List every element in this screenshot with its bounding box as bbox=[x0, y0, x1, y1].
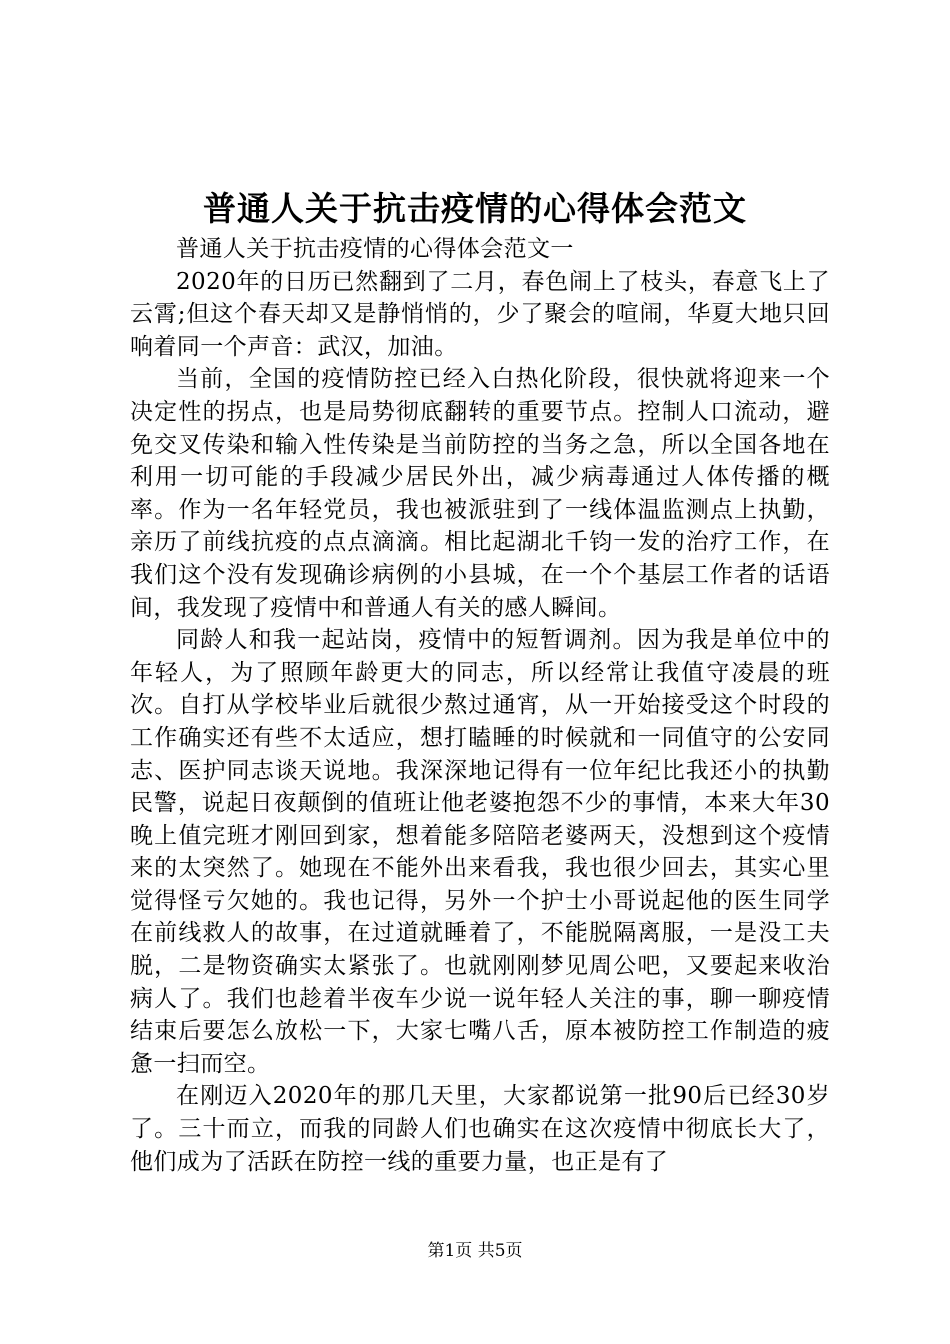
page-number-footer: 第1页 共5页 bbox=[427, 1241, 523, 1261]
document-title: 普通人关于抗击疫情的心得体会范文 bbox=[203, 189, 747, 228]
document-body bbox=[130, 233, 830, 1178]
paragraph: 当前，全国的疫情防控已经入白热化阶段，很快就将迎来一个决定性的拐点，也是局势彻底翻转的重要节点。控制人口流动，避免交叉传染和输入性传染是当前防控的当务之急，所以全国各地在利用一切可能的手段减少居民外出，减少病毒通过人体传播的概率。作为一名年轻党员，我也被派驻到了一线体温监测点上执勤，亲历了前线抗疫的点点滴滴。相比起湖北千钧一发的治疗工作，在我们这个没有发现确诊病例的小县城，在一个个基层工作者的话语间，我发现了疫情中和普通人有关的感人瞬间。 bbox=[130, 366, 830, 621]
paragraph-subtitle: 普通人关于抗击疫情的心得体会范文一 bbox=[176, 236, 574, 262]
paragraph: 在刚迈入2020年的那几天里，大家都说第一批90后已经30岁了。三十而立，而我的同龄人们也确实在这次疫情中彻底长大了，他们成为了活跃在防控一线的重要力量，也正是有了 bbox=[130, 1083, 830, 1175]
paragraph: 同龄人和我一起站岗，疫情中的短暂调剂。因为我是单位中的年轻人，为了照顾年龄更大的同志，所以经常让我值守凌晨的班次。自打从学校毕业后就很少熬过通宵，从一开始接受这个时段的工作确实还有些不太适应，想打瞌睡的时候就和一同值守的公安同志、医护同志谈天说地。我深深地记得有一位年纪比我还小的执勤民警，说起日夜颠倒的值班让他老婆抱怨不少的事情，本来大年30晚上值完班才刚回到家，想着能多陪陪老婆两天，没想到这个疫情来的太突然了。她现在不能外出来看我，我也很少回去，其实心里觉得怪亏欠她的。我也记得，另外一个护士小哥说起他的医生同学在前线救人的故事，在过道就睡着了，不能脱隔离服，一是没工夫脱，二是物资确实太紧张了。也就刚刚梦见周公吧，又要起来收治病人了。我们也趁着半夜车少说一说年轻人关注的事，聊一聊疫情结束后要怎么放松一下，大家七嘴八舌，原本被防控工作制造的疲惫一扫而空。 bbox=[130, 627, 830, 1077]
paragraph: 2020年的日历已然翻到了二月，春色闹上了枝头，春意飞上了云霄;但这个春天却又是静悄悄的，少了聚会的喧闹，华夏大地只回响着同一个声音：武汉，加油。 bbox=[130, 268, 830, 360]
